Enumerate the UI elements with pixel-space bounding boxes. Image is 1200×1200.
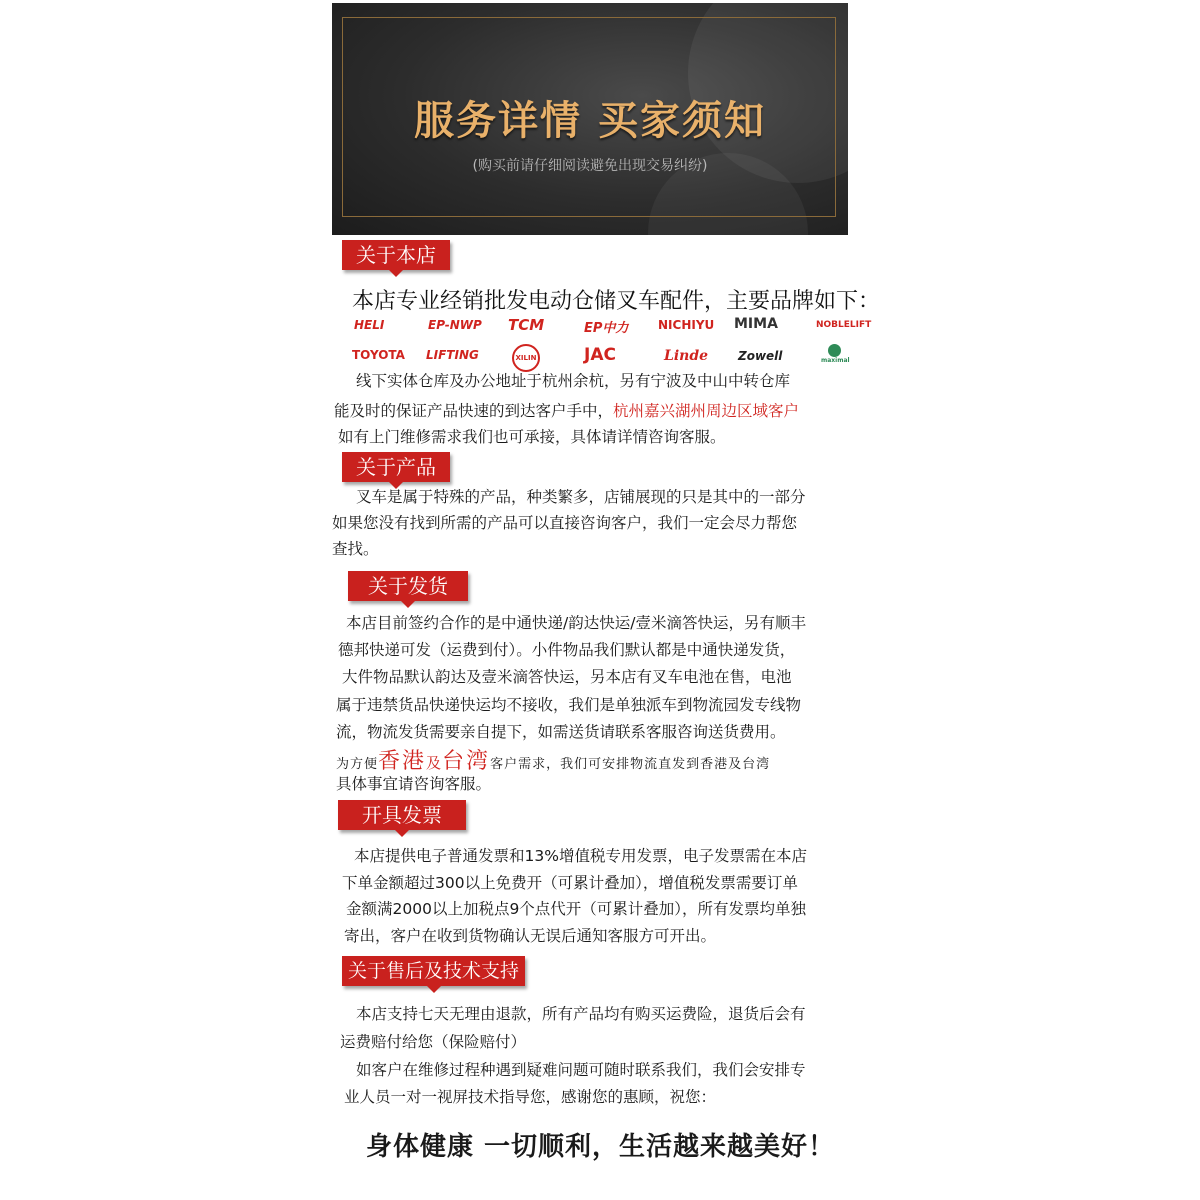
hk-prefix: 为方便 [336, 757, 379, 772]
brand-logo-toyota: TOYOTA [352, 348, 405, 362]
invoice-text-line: 寄出，客户在收到货物确认无误后通知客服方可开出。 [344, 927, 717, 945]
shipping-text-line: 属于违禁货品快递快运均不接收，我们是单独派车到物流园发专线物 [336, 696, 802, 714]
hk-suffix: 客户需求，我们可安排物流直发到香港及台湾 [490, 757, 771, 772]
invoice-text-line: 下单金额超过300以上免费开（可累计叠加），增值税发票需要订单 [342, 874, 798, 892]
product-text-line: 叉车是属于特殊的产品，种类繁多，店铺展现的只是其中的一部分 [356, 488, 806, 506]
brand-logo-zowell: Zowell [738, 349, 783, 363]
brand-logo-ep: EP中力 [584, 321, 629, 336]
invoice-text-line: 本店提供电子普通发票和13%增值税专用发票，电子发票需在本店 [354, 847, 807, 865]
invoice-text-line: 金额满2000以上加税点9个点代开（可累计叠加），所有发票均单独 [346, 900, 807, 918]
brand-logo-ep-nwp: EP-NWP [428, 318, 482, 332]
store-text-highlight: 杭州嘉兴湖州周边区域客户 [613, 402, 800, 420]
shipping-text-line: 流，物流发货需要亲自提下，如需送货请联系客服咨询送货费用。 [336, 723, 786, 741]
closing-wish: 身体健康 一切顺利，生活越来越美好！ [366, 1132, 836, 1162]
store-text-line [334, 398, 799, 425]
shipping-text-line: 德邦快递可发（运费到付）。小件物品我们默认都是中通快递发货， [338, 641, 796, 659]
after-sales-text-line: 本店支持七天无理由退款，所有产品均有购买运费险，退货后会有 [356, 1005, 806, 1023]
section-tag-after-sales: 关于售后及技术支持 [342, 956, 525, 986]
header-banner [332, 3, 848, 235]
banner-subtitle: (购买前请仔细阅读避免出现交易纠纷) [472, 158, 708, 174]
section-tag-about-product: 关于产品 [342, 452, 450, 482]
banner-title: 服务详情 买家须知 [414, 98, 766, 144]
store-text-line: 线下实体仓库及办公地址于杭州余杭，另有宁波及中山中转仓库 [356, 372, 791, 390]
store-text-line: 如有上门维修需求我们也可承接，具体请详情咨询客服。 [338, 428, 726, 446]
brand-logo-maximal: maximal [821, 357, 850, 364]
section-tag-about-store: 关于本店 [342, 240, 450, 270]
product-text-line: 查找。 [332, 540, 379, 558]
section-tag-shipping: 关于发货 [348, 571, 468, 601]
shipping-text-line: 具体事宜请咨询客服。 [336, 775, 492, 793]
store-intro: 本店专业经销批发电动仓储叉车配件，主要品牌如下： [352, 289, 881, 314]
brand-logo-noblelift: NOBLELIFT [816, 320, 872, 330]
shipping-text-line: 大件物品默认韵达及壹米滴答快运，另本店有叉车电池在售，电池 [342, 668, 792, 686]
brand-logo-tcm: TCM [508, 316, 545, 334]
brand-logo-lifting: LIFTING [426, 348, 479, 362]
maximal-icon [828, 344, 841, 357]
shipping-text-line: 本店目前签约合作的是中通快递/韵达快运/壹米滴答快运，另有顺丰 [346, 614, 806, 632]
hk-highlight-and: 及 [426, 754, 443, 772]
brand-logo-mima: MIMA [734, 316, 778, 332]
after-sales-text-line: 业人员一对一视屏技术指导您，感谢您的惠顾，祝您： [344, 1088, 717, 1106]
brand-logo-linde: Linde [664, 348, 709, 364]
after-sales-text-line: 如客户在维修过程种遇到疑难问题可随时联系我们，我们会安排专 [356, 1061, 806, 1079]
brand-logo-xilin: XILIN [512, 344, 540, 372]
store-text-plain: 能及时的保证产品快速的到达客户手中， [334, 402, 614, 420]
section-tag-invoice: 开具发票 [338, 800, 466, 830]
brand-logo-heli: HELI [354, 318, 385, 332]
product-text-line: 如果您没有找到所需的产品可以直接咨询客户，我们一定会尽力帮您 [332, 514, 798, 532]
brand-logo-nichiyu: NICHIYU [658, 318, 715, 332]
hk-highlight-taiwan: 台湾 [442, 749, 491, 774]
hk-highlight-hongkong: 香港 [378, 749, 427, 774]
after-sales-text-line: 运费赔付给您（保险赔付） [340, 1033, 527, 1051]
brand-logo-jac: JAC [584, 345, 616, 365]
